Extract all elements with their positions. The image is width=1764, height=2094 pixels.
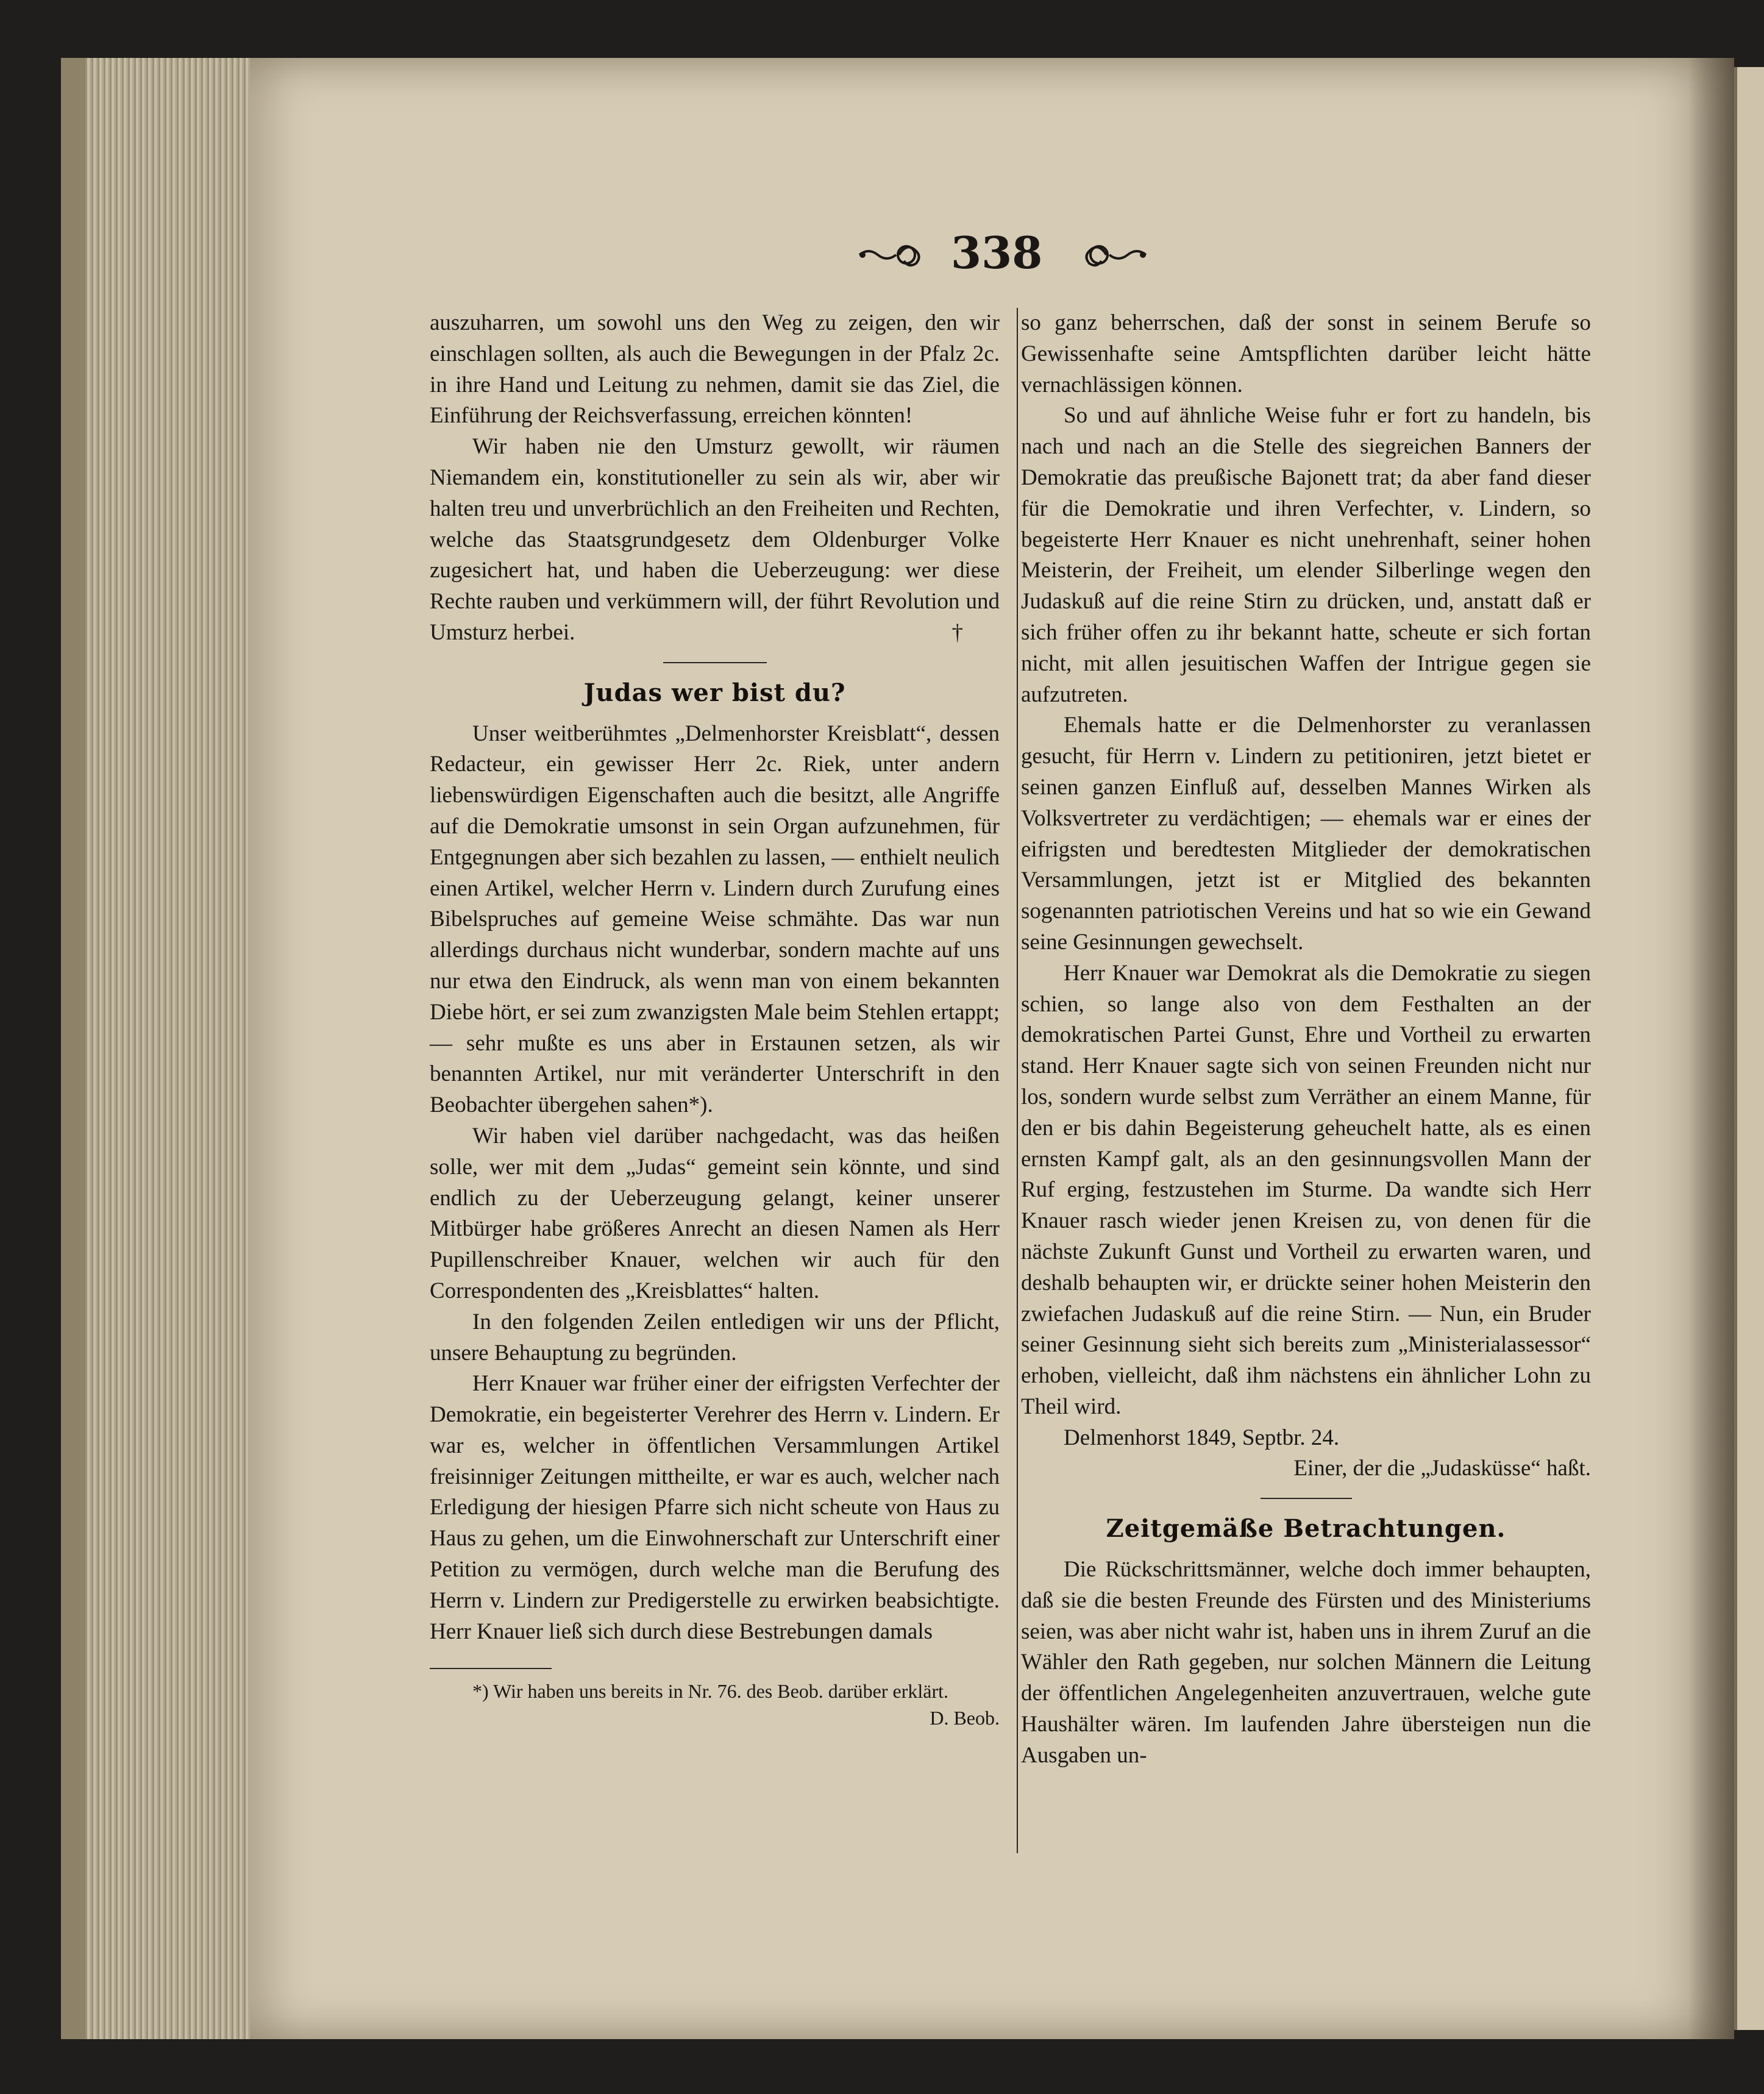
ornament-left-icon — [856, 237, 930, 273]
section-rule — [663, 662, 767, 663]
paragraph: Herr Knauer war früher einer der eifrigsten Verfechter der Demokratie, ein begeisterter Verehrer des Herrn v. Lindern. Er war es, welcher in öffentlichen Versammlungen Artikel freisinniger Zeitungen mittheilte, er war es auch, welcher nach Erledigung der hiesigen Pfarre sich nicht scheute von Haus zu Haus zu gehen, um die Einwohnerschaft zur Unterschrift einer Petition zu vermögen, durch welche man die Berufung des Herrn v. Lindern zur Predigerstelle zu erwirken beabsichtigte. Herr Knauer ließ sich durch diese Bestrebungen damals — [430, 1371, 1000, 1644]
book-page-edges — [61, 58, 256, 2039]
paragraph: auszuharren, um sowohl uns den Weg zu zeigen, den wir einschlagen sollten, als auch die Bewegungen in der Pfalz 2c. in ihre Hand und Leitung zu nehmen, damit sie das Ziel, die Einführung der Reichsverfassung, erreichen könnten! — [430, 310, 1000, 429]
dateline: Delmenhorst 1849, Septbr. 24. — [1064, 1425, 1340, 1450]
dagger-mark: † — [951, 619, 963, 645]
section-rule — [1261, 1498, 1352, 1499]
paragraph: Die Rückschrittsmänner, welche doch immer behaupten, daß sie die besten Freunde des Fürsten und des Ministeriums seien, was aber nicht wahr ist, haben uns in ihrem Zuruf an die Wähler den Rath gegeben, nur solchen Männern die Leitung der öffentlichen Angelegenheiten anzuvertrauen, welche gute Haushälter wären. Im laufenden Jahre übersteigen nun die Ausgaben un- — [1021, 1557, 1591, 1768]
footnote-text: *) Wir haben uns bereits in Nr. 76. des Beob. darüber erklärt. — [472, 1680, 949, 1703]
next-page-edge — [1734, 67, 1764, 2030]
signoff: Einer, der die „Judasküsse“ haßt. — [1293, 1456, 1591, 1481]
footnote-signature: D. Beob. — [930, 1707, 1000, 1729]
column-divider — [1017, 308, 1018, 1853]
page-number: 338 — [951, 227, 1043, 279]
article-title: Judas wer bist du? — [583, 678, 846, 707]
paragraph: Wir haben viel darüber nachgedacht, was das heißen solle, wer mit dem „Judas“ gemeint sein könnte, und sind endlich zu der Ueberzeugung gelangt, keiner unserer Mitbürger habe größeres Anrecht an diesen Namen als Herr Pupillenschreiber Knauer, welchen wir auch für den Correspondenten des „Kreisblattes“ halten. — [430, 1123, 1000, 1303]
paragraph: So und auf ähnliche Weise fuhr er fort zu handeln, bis nach und nach an die Stelle des siegreichen Banners der Demokratie das preußische Bajonett trat; da aber fand dieser für die Demokratie und ihren Verfechter, v. Lindern, so begeisterte Herr Knauer es nicht unehrenhaft, seiner hohen Meisterin, der Freiheit, um elender Silberlinge wegen den Judaskuß auf die reine Stirn zu drücken, und, anstatt daß er sich früher offen zu ihr bekannt hatte, scheute er sich fortan nicht, mit allen jesuitischen Waffen der Intrigue gegen sie aufzutreten. — [1021, 403, 1591, 707]
paragraph: so ganz beherrschen, daß der sonst in seinem Berufe so Gewissenhafte seine Amtspflichten darüber leicht hätte vernachlässigen können. — [1021, 310, 1591, 397]
article-title: Zeitgemäße Betrachtungen. — [1106, 1514, 1506, 1544]
spine-shadow — [1688, 58, 1737, 2039]
footnote-rule — [430, 1668, 552, 1669]
book-cover-edge — [61, 58, 85, 2039]
paragraph: Unser weitberühmtes „Delmenhorster Kreisblatt“, dessen Redacteur, ein gewisser Herr 2c. Riek, unter andern liebenswürdigen Eigenschaften auch die besitzt, alle Angriffe auf die Demokratie umsonst in sein Organ aufzunehmen, für Entgegnungen aber sich bezahlen zu lassen, — enthielt neulich einen Artikel, welcher Herrn v. Lindern durch Zurufung eines Bibelspruches auf gemeine Weise schmähte. Das war nun allerdings durchaus nicht wunderbar, sondern machte auf uns nur etwa den Eindruck, als wenn man von einem bekannten Diebe hört, er sei zum zwanzigsten Male beim Stehlen ertappt; — sehr mußte es uns aber in Erstaunen setzen, als wir benannten Artikel, nur mit veränderter Unterschrift in den Beobachter übergehen sahen*). — [430, 721, 1000, 1118]
right-column — [1021, 308, 1591, 1772]
footnote — [430, 1678, 1000, 1731]
paragraph-text: Wir haben nie den Umsturz gewollt, wir räumen Niemandem ein, konstitutioneller zu sein als wir, aber wir halten treu und unverbrüchlich an den Freiheiten und Rechten, welche das Staatsgrundgesetz dem Oldenburger Volke zugesichert hat, und haben die Ueberzeugung: wer diese Rechte rauben und verkümmern will, der führt Revolution und Umsturz herbei. — [430, 434, 1000, 645]
left-column — [430, 308, 1000, 1731]
paragraph — [430, 432, 1000, 649]
paragraph: In den folgenden Zeilen entledigen wir uns der Pflicht, unsere Behauptung zu begründen. — [430, 1309, 1000, 1366]
paragraph: Ehemals hatte er die Delmenhorster zu veranlassen gesucht, für Herrn v. Lindern zu petitioniren, jetzt bietet er seinen ganzen Einfluß auf, desselben Mannes Wirken als Volksvertreter zu verdächtigen; — ehemals war er eines der eifrigsten und beredtesten Mitglieder der demokratischen Versammlungen, jetzt ist er Mitglied des bekannten sogenannten patriotischen Vereins und hat so wie ein Gewand seine Gesinnungen gewechselt. — [1021, 713, 1591, 955]
ornament-right-icon — [1076, 237, 1149, 273]
paragraph: Herr Knauer war Demokrat als die Demokratie zu siegen schien, so lange also von dem Festhalten an der demokratischen Partei Gunst, Ehre und Vortheil zu erwarten stand. Herr Knauer sagte sich von seinen Freunden nicht nur los, sondern wurde selbst zum Verräther an einem Manne, für den er bis dahin Begeisterung geheuchelt hatte, als es einen ernsten Kampf galt, als an den gesinnungsvollen Mann der Ruf erging, festzustehen im Sturme. Da wandte sich Herr Knauer rasch wieder jenen Kreisen zu, von denen für die nächste Zukunft Gunst und Vortheil zu erwarten waren, und deshalb behaupten wir, er drückte seiner hohen Meisterin den zwiefachen Judaskuß auf die reine Stirn. — Nun, ein Bruder seiner Gesinnung sieht sich bereits zum „Ministerialassessor“ erhoben, vielleicht, daß ihm nächstens ein ähnlicher Lohn zu Theil wird. — [1021, 960, 1591, 1419]
